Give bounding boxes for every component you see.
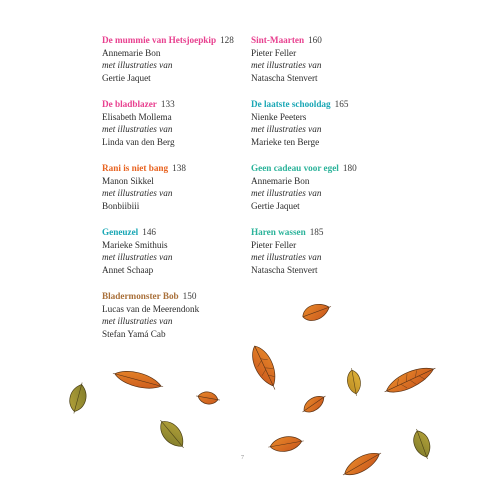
story-title-text: Geen cadeau voor egel bbox=[251, 163, 339, 173]
leaf-icon bbox=[154, 415, 190, 453]
leaf-icon bbox=[381, 361, 438, 399]
author-name: Pieter Feller bbox=[251, 239, 297, 250]
story-title-text: Haren wassen bbox=[251, 227, 306, 237]
illustrator-name: Bonbiibiii bbox=[102, 200, 140, 211]
illustrator-name: Stefan Yamá Cab bbox=[102, 328, 166, 339]
leaf-icon bbox=[409, 426, 434, 461]
illustration-credit: met illustraties van bbox=[102, 252, 173, 263]
leaf-icon bbox=[299, 391, 329, 417]
story-title-text: Sint-Maarten bbox=[251, 35, 305, 45]
illustration-credit: met illustraties van bbox=[102, 316, 173, 327]
illustration-credit: met illustraties van bbox=[251, 188, 322, 199]
leaf-icon bbox=[345, 367, 362, 397]
illustrator-name: Gertie Jaquet bbox=[251, 200, 300, 211]
leaf-icon bbox=[247, 342, 283, 393]
page-number: 160 bbox=[308, 35, 322, 45]
illustrator-name: Gertie Jaquet bbox=[102, 72, 151, 83]
story-title-text: De mummie van Hetsjoepkip bbox=[102, 35, 217, 45]
author-name: Annemarie Bon bbox=[251, 175, 310, 186]
story-title-text: De bladblazer bbox=[102, 99, 157, 109]
author-name: Manon Sikkel bbox=[102, 175, 154, 186]
illustrator-name: Natascha Stenvert bbox=[251, 72, 318, 83]
page-folio: 7 bbox=[241, 455, 244, 461]
illustration-credit: met illustraties van bbox=[251, 60, 322, 71]
author-name: Lucas van de Meerendonk bbox=[102, 303, 200, 314]
story-title-text: Rani is niet bang bbox=[102, 163, 169, 173]
author-name: Elisabeth Mollema bbox=[102, 111, 172, 122]
page-number: 185 bbox=[309, 227, 324, 237]
illustration-credit: met illustraties van bbox=[102, 124, 173, 135]
illustrator-name: Annet Schaap bbox=[102, 264, 154, 275]
page-number: 150 bbox=[182, 291, 197, 301]
illustrator-name: Linda van den Berg bbox=[102, 136, 175, 147]
page-number: 133 bbox=[160, 99, 175, 109]
leaf-icon bbox=[339, 447, 384, 481]
page-number: 180 bbox=[342, 163, 357, 173]
story-title-text: De laatste schooldag bbox=[251, 99, 331, 109]
illustration-credit: met illustraties van bbox=[251, 252, 322, 263]
illustrator-name: Natascha Stenvert bbox=[251, 264, 318, 275]
author-name: Annemarie Bon bbox=[102, 47, 161, 58]
leaf-icon bbox=[300, 299, 333, 323]
leaf-icon bbox=[66, 381, 90, 416]
author-name: Pieter Feller bbox=[251, 47, 297, 58]
story-title-text: Geneuzel bbox=[102, 227, 139, 237]
illustration-credit: met illustraties van bbox=[251, 124, 322, 135]
illustration-credit: met illustraties van bbox=[102, 60, 173, 71]
illustration-credit: met illustraties van bbox=[102, 188, 173, 199]
story-title-text: Bladermonster Bob bbox=[102, 291, 179, 301]
illustrator-name: Marieke ten Berge bbox=[251, 136, 320, 147]
leaf-icon bbox=[111, 366, 165, 393]
page-number: 138 bbox=[172, 163, 186, 173]
page-number: 165 bbox=[334, 99, 349, 109]
leaf-icon bbox=[267, 434, 305, 454]
author-name: Marieke Smithuis bbox=[102, 239, 168, 250]
page-number: 146 bbox=[142, 227, 157, 237]
author-name: Nienke Peeters bbox=[251, 111, 307, 122]
page-number: 128 bbox=[220, 35, 234, 45]
leaf-icon bbox=[195, 390, 221, 406]
